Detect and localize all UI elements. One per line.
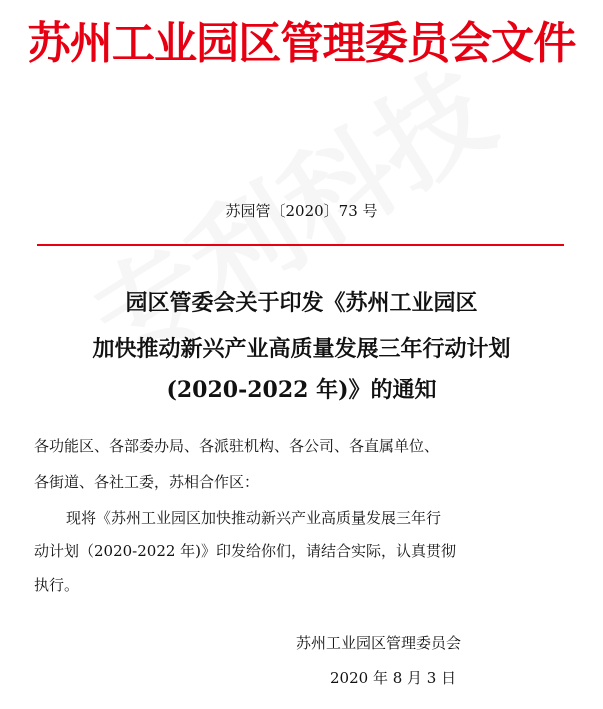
body-line-3: 现将《苏州工业园区加快推动新兴产业高质量发展三年行 (66, 509, 442, 527)
doc-title-line-1: 园区管委会关于印发《苏州工业园区 (125, 290, 478, 316)
body-line-2: 各街道、各社工委，苏相合作区： (34, 473, 260, 491)
body-line-5: 执行。 (34, 576, 80, 594)
body-line-4: 动计划（2020-2022 年)》印发给你们，请结合实际，认真贯彻 (34, 542, 457, 560)
header-divider (37, 244, 564, 246)
body-line-1: 各功能区、各部委办局、各派驻机构、各公司、各直属单位、 (34, 437, 440, 455)
signature-organization: 苏州工业园区管理委员会 (296, 634, 462, 652)
signature-date: 2020 年 8 月 3 日 (330, 669, 457, 687)
doc-title-line-3: (2020-2022 年)》的通知 (166, 377, 437, 403)
doc-title-line-2: 加快推动新兴产业高质量发展三年行动计划 (92, 336, 511, 362)
document-number: 苏园管〔2020〕73 号 (225, 202, 378, 220)
document-header-title: 苏州工业园区管理委员会文件 (27, 18, 576, 69)
